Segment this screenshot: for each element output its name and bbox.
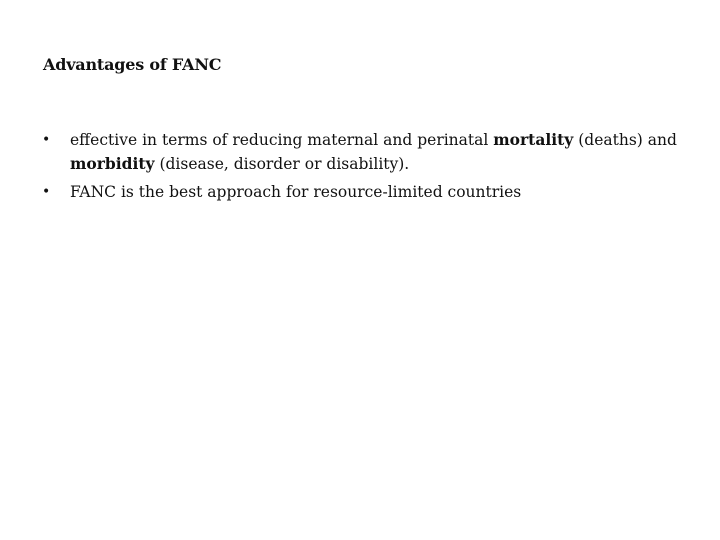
bullet-marker: • [42,132,51,148]
bullet-item [42,180,682,204]
bold-term-morbidity: morbidity [70,154,155,173]
bullet-text-segment: (deaths) and [573,131,677,149]
bullet-marker: • [42,184,51,200]
bullet-list [42,128,682,208]
bold-term-mortality: mortality [493,130,574,149]
bullet-item [42,128,682,176]
bullet-text-segment: (disease, disorder or disability). [154,155,410,173]
bullet-text-segment: FANC is the best approach for resource-limited countries [70,183,522,201]
bullet-text-segment: effective in terms of reducing maternal and perinatal [70,131,494,149]
slide-title: Advantages of FANC [43,55,222,74]
